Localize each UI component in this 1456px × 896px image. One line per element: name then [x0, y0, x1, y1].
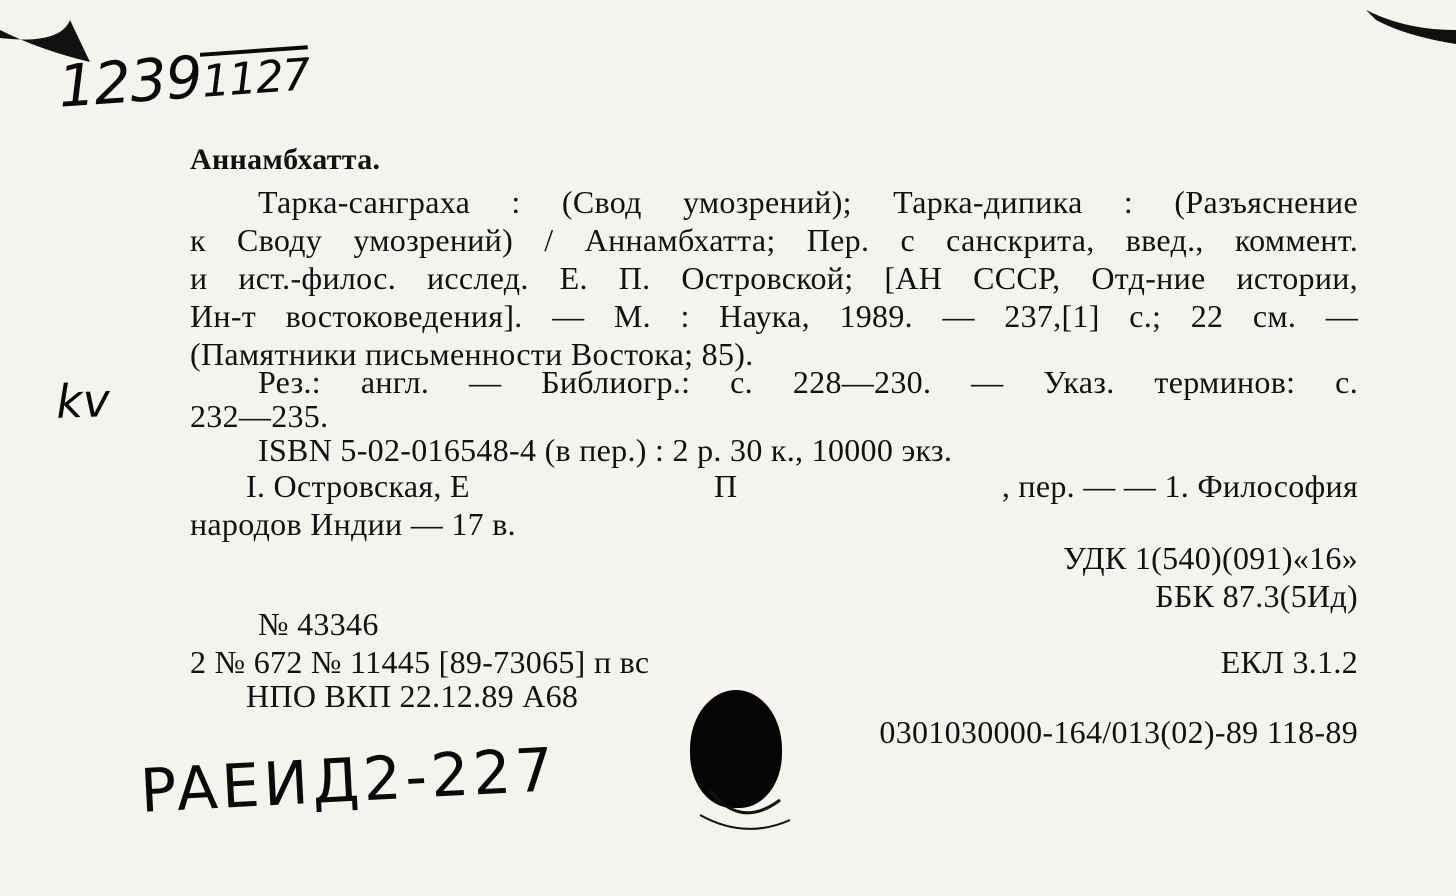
- title-line-4: Ин-т востоковедения]. — М. : Наука, 1989. — 237,[1] с.; 22 см. —: [190, 298, 1358, 334]
- tracing-part-c: , пер. — — 1. Философия: [1001, 468, 1358, 504]
- handwritten-card-fraction: 1127: [200, 49, 312, 108]
- isbn-line: ISBN 5-02-016548-4 (в пер.) : 2 р. 30 к., 10000 экз.: [258, 432, 953, 468]
- title-line-1: Тарка-санграха : (Свод умозрений); Тарка-дипика : (Разъяснение: [258, 184, 1358, 220]
- tracing-line-2: народов Индии — 17 в.: [190, 506, 516, 542]
- handwritten-card-number: 12391127: [55, 42, 312, 121]
- numeric-code: 0301030000-164/013(02)-89 118-89: [879, 714, 1358, 750]
- notes-line-2: 232—235.: [190, 398, 329, 434]
- tracing-part-a: I. Островская, Е: [246, 468, 470, 504]
- tracing-part-b: П: [714, 468, 738, 504]
- bbk-code: ББК 87.3(5Ид): [1155, 578, 1358, 614]
- catalog-number: № 43346: [258, 606, 379, 642]
- handwritten-margin-mark: kv: [55, 373, 111, 429]
- handwritten-bottom-code: PAEИД2-227: [138, 735, 559, 827]
- printer-line: НПО ВКП 22.12.89 А68: [246, 678, 579, 714]
- udk-code: УДК 1(540)(091)«16»: [1063, 540, 1358, 576]
- top-right-corner-mark: [1346, 0, 1456, 60]
- author-heading: Аннамбхатта.: [190, 143, 381, 176]
- notes-line-1: Рез.: англ. — Библиогр.: с. 228—230. — Указ. терминов: с.: [258, 364, 1358, 400]
- ekl-code: ЕКЛ 3.1.2: [1220, 644, 1358, 680]
- title-line-2: к Своду умозрений) / Аннамбхатта; Пер. с санскрита, введ., коммент.: [190, 222, 1358, 258]
- title-line-5: (Памятники письменности Востока; 85).: [190, 336, 754, 372]
- blot-scratch-marks: [690, 760, 800, 840]
- order-line: 2 № 672 № 11445 [89-73065] п вс: [190, 644, 650, 680]
- title-line-3: и ист.-филос. исслед. Е. П. Островской; [АН СССР, Отд-ние истории,: [190, 260, 1358, 296]
